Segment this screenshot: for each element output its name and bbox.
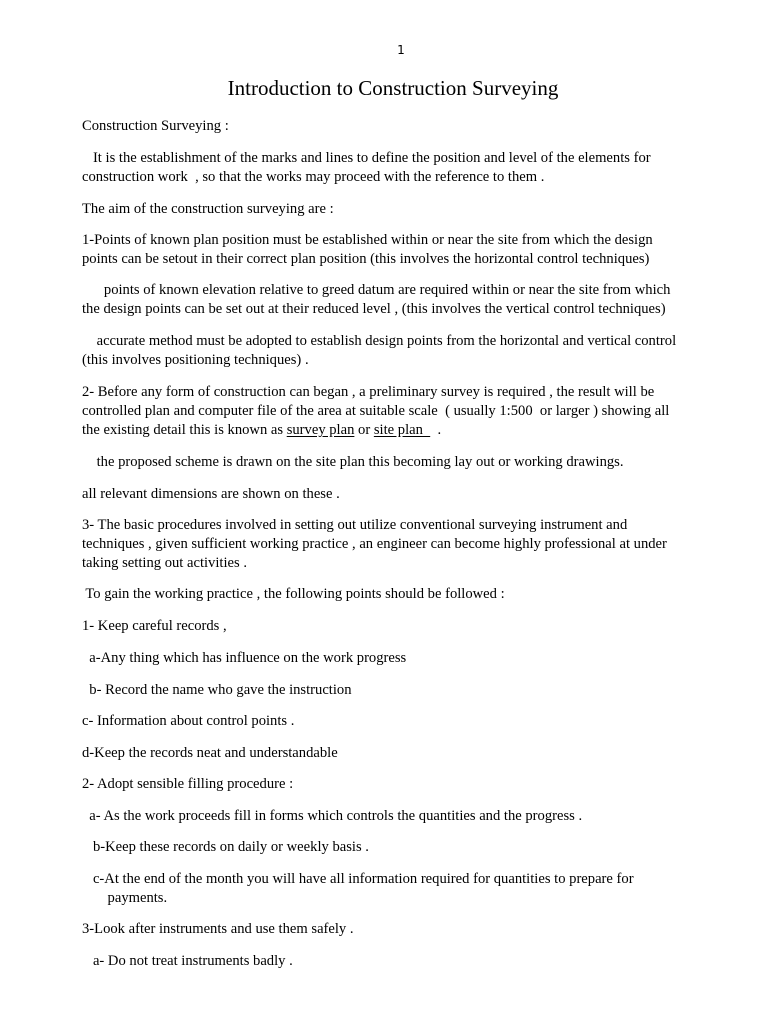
section-2-line-3-mid: or	[354, 422, 374, 438]
proposed-scheme-line: the proposed scheme is drawn on the site plan this becoming lay out or working drawings.	[82, 454, 624, 470]
aim-2-line-2: the design points can be set out at their reduced level , (this involves the vertical control techniques)	[82, 301, 666, 317]
section-2-line-2: controlled plan and computer file of the area at suitable scale ( usually 1:500 or larger ) showing all	[82, 403, 670, 419]
aim-2-line-1: points of known elevation relative to greed datum are required within or near the site from which	[82, 282, 671, 298]
point-1: 1- Keep careful records ,	[82, 618, 227, 634]
dimensions-line: all relevant dimensions are shown on these .	[82, 486, 340, 502]
point-1d: d-Keep the records neat and understandable	[82, 745, 338, 761]
section-2-line-3-prefix: the existing detail this is known as	[82, 422, 287, 438]
point-3a: a- Do not treat instruments badly .	[82, 953, 293, 969]
section-3-line-2: techniques , given sufficient working practice , an engineer can become highly professional at under	[82, 536, 667, 552]
definition-line-2: construction work , so that the works may proceed with the reference to them .	[82, 169, 545, 185]
aim-intro: The aim of the construction surveying are :	[82, 201, 334, 217]
page-number: 1	[397, 43, 405, 57]
aim-1-line-2: points can be setout in their correct plan position (this involves the horizontal control techniques)	[82, 251, 650, 267]
section-3-line-1: 3- The basic procedures involved in setting out utilize conventional surveying instrument and	[82, 517, 628, 533]
section-2-line-1: 2- Before any form of construction can began , a preliminary survey is required , the result will be	[82, 384, 655, 400]
section-3-line-3: taking setting out activities .	[82, 555, 247, 571]
point-2c-line-2: payments.	[82, 890, 168, 906]
point-2b: b-Keep these records on daily or weekly basis .	[82, 839, 369, 855]
survey-plan-term: survey plan	[286, 422, 355, 438]
section-heading: Construction Surveying :	[82, 118, 229, 134]
definition-line-1: It is the establishment of the marks and lines to define the position and level of the elements for	[82, 150, 651, 166]
point-3: 3-Look after instruments and use them safely .	[82, 921, 354, 937]
aim-3-line-1: accurate method must be adopted to establish design points from the horizontal and vertical control	[82, 333, 677, 349]
point-2c-line-1: c-At the end of the month you will have all information required for quantities to prepare for	[82, 871, 634, 887]
section-2-line-3	[82, 421, 742, 440]
section-2-line-3-suffix: .	[430, 422, 442, 438]
point-2a: a- As the work proceeds fill in forms which controls the quantities and the progress .	[82, 808, 583, 824]
point-1c: c- Information about control points .	[82, 713, 295, 729]
point-2: 2- Adopt sensible filling procedure :	[82, 776, 294, 792]
point-1b: b- Record the name who gave the instruction	[82, 682, 352, 698]
page-title: Introduction to Construction Surveying	[227, 76, 559, 100]
point-1a: a-Any thing which has influence on the work progress	[82, 650, 407, 666]
site-plan-term: site plan	[373, 422, 431, 438]
practice-intro: To gain the working practice , the following points should be followed :	[82, 586, 505, 602]
aim-1-line-1: 1-Points of known plan position must be established within or near the site from which the design	[82, 232, 653, 248]
aim-3-line-2: (this involves positioning techniques) .	[82, 352, 309, 368]
